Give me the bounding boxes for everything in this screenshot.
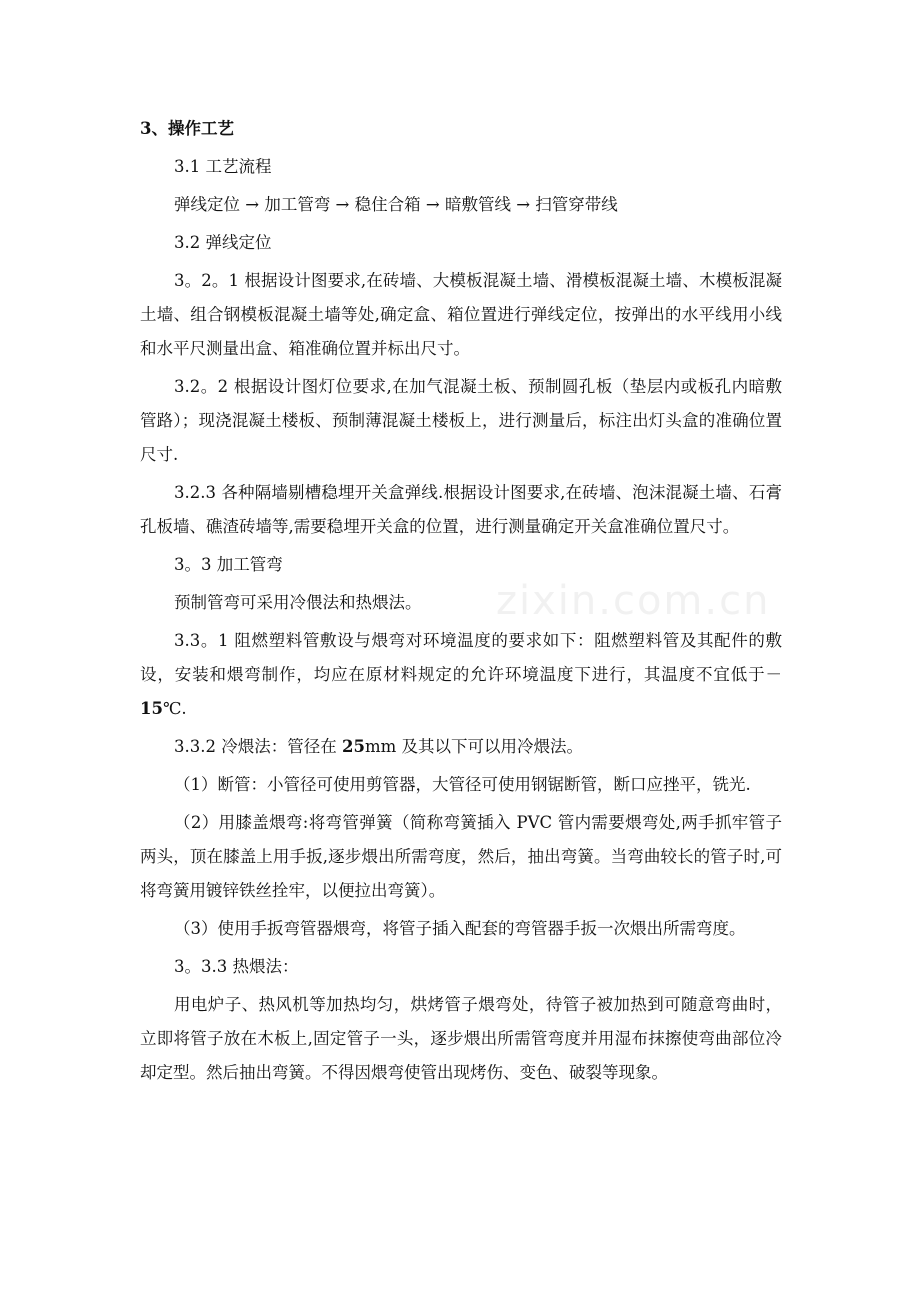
paragraph-3-2-3: 3.2.3 各种隔墙剔槽稳埋开关盒弹线.根据设计图要求,在砖墙、泡沫混凝土墙、石膏孔板墙、礁渣砖墙等,需要稳埋开关盒的位置，进行测量确定开关盒准确位置尺寸。 bbox=[140, 483, 782, 536]
paragraph-3-3-2-tail: mm 及其以下可以用冷煨法。 bbox=[364, 737, 583, 756]
paragraph-3-3-2 bbox=[140, 730, 782, 764]
list-item-3: （3）使用手扳弯管器煨弯，将管子插入配套的弯管器手扳一次煨出所需弯度。 bbox=[174, 919, 746, 938]
paragraph-3-3-3-body: 用电炉子、热风机等加热均匀，烘烤管子煨弯处，待管子被加热到可随意弯曲时，立即将管子放在木板上,固定管子一头，逐步煨出所需管弯度并用湿布抹擦使弯曲部位冷却定型。然后抽出弯簧。不得因煨弯使管出现烤伤、变色、破裂等现象。 bbox=[140, 995, 782, 1082]
paragraph-3-3-1-text: 3.3。1 阻燃塑料管敷设与煨弯对环境温度的要求如下：阻燃塑料管及其配件的敷设，安装和煨弯制作，均应在原材料规定的允许环境温度下进行，其温度不宜低于－ bbox=[140, 631, 782, 684]
paragraph-3-3-1 bbox=[140, 624, 782, 726]
document-body bbox=[140, 112, 782, 1094]
paragraph-3-2-2: 3.2。2 根据设计图灯位要求,在加气混凝土板、预制圆孔板（垫层内或板孔内暗敷管路）；现浇混凝土楼板、预制薄混凝土楼板上，进行测量后，标注出灯头盒的准确位置尺寸. bbox=[140, 377, 782, 464]
paragraph-3-3-2-text: 3.3.2 冷煨法：管径在 bbox=[174, 737, 342, 756]
list-item-2: （2）用膝盖煨弯:将弯管弹簧（简称弯簧插入 PVC 管内需要煨弯处,两手抓牢管子两头，顶在膝盖上用手扳,逐步煨出所需弯度，然后，抽出弯簧。当弯曲较长的管子时,可将弯簧用镀锌铁丝拴牢，以便拉出弯簧）。 bbox=[140, 813, 782, 900]
pipe-diameter-value: 25 bbox=[341, 737, 365, 756]
list-item-1: （1）断管：小管径可使用剪管器，大管径可使用钢锯断管，断口应挫平，铣光. bbox=[174, 775, 751, 794]
paragraph-3-3-intro: 预制管弯可采用冷偎法和热煨法。 bbox=[174, 593, 422, 612]
subsection-3-3-title: 3。3 加工管弯 bbox=[174, 555, 283, 574]
temperature-value: 15 bbox=[140, 699, 163, 718]
subsection-3-2-title: 3.2 弹线定位 bbox=[174, 233, 272, 252]
watermark-text: zixin.com.cn bbox=[496, 578, 771, 624]
process-flow-line: 弹线定位 → 加工管弯 → 稳住合箱 → 暗敷管线 → 扫管穿带线 bbox=[174, 195, 618, 214]
paragraph-3-2-1: 3。2。1 根据设计图要求,在砖墙、大模板混凝土墙、滑模板混凝土墙、木模板混凝土墙、组合钢模板混凝土墙等处,确定盒、箱位置进行弹线定位，按弹出的水平线用小线和水平尺测量出盒、箱准确位置并标出尺寸。 bbox=[140, 271, 782, 358]
temperature-unit: ℃. bbox=[162, 699, 187, 718]
subsection-3-1-title: 3.1 工艺流程 bbox=[174, 157, 272, 176]
subsection-3-3-3-title: 3。3.3 热煨法： bbox=[174, 957, 299, 976]
section-heading: 3、操作工艺 bbox=[140, 119, 234, 138]
